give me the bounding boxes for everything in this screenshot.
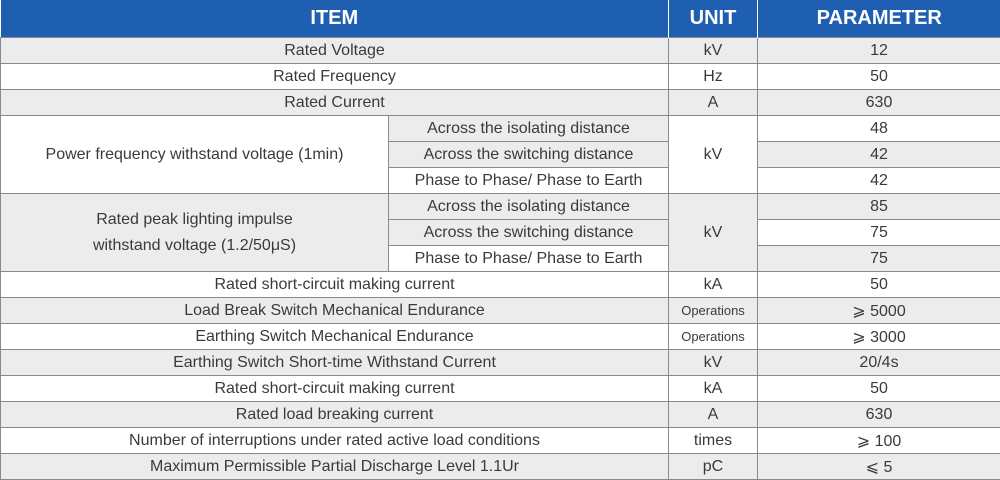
value-cell: 75: [758, 220, 1000, 246]
value-cell: 20/4s: [758, 350, 1000, 376]
unit-cell: Hz: [669, 64, 758, 90]
value-cell: 50: [758, 272, 1000, 298]
table-row: [1, 402, 1000, 428]
item-cell: Number of interruptions under rated active load conditions: [1, 428, 669, 454]
unit-cell: A: [669, 90, 758, 116]
item-cell: Rated load breaking current: [1, 402, 669, 428]
value-cell: ⩾ 5000: [758, 298, 1000, 324]
item-cell: [1, 194, 389, 272]
unit-cell: A: [669, 402, 758, 428]
header-unit: UNIT: [669, 0, 758, 38]
table-row: [1, 350, 1000, 376]
item-cell: Maximum Permissible Partial Discharge Level 1.1Ur: [1, 454, 669, 480]
unit-cell: Operations: [669, 298, 758, 324]
item-cell: Rated Voltage: [1, 38, 669, 64]
unit-cell: kV: [669, 350, 758, 376]
table-row: [1, 324, 1000, 350]
table-row: [1, 272, 1000, 298]
value-cell: 75: [758, 246, 1000, 272]
sub-item-cell: Across the isolating distance: [389, 194, 669, 220]
sub-item-cell: Across the switching distance: [389, 142, 669, 168]
table-row: [1, 298, 1000, 324]
item-cell: Earthing Switch Short-time Withstand Current: [1, 350, 669, 376]
item-cell: Load Break Switch Mechanical Endurance: [1, 298, 669, 324]
value-cell: 630: [758, 90, 1000, 116]
item-cell: Rated Frequency: [1, 64, 669, 90]
value-cell: 50: [758, 64, 1000, 90]
value-cell: 50: [758, 376, 1000, 402]
value-cell: 85: [758, 194, 1000, 220]
item-cell: Rated short-circuit making current: [1, 376, 669, 402]
unit-cell: kA: [669, 376, 758, 402]
item-cell: Rated short-circuit making current: [1, 272, 669, 298]
value-cell: ⩽ 5: [758, 454, 1000, 480]
unit-cell: kV: [669, 194, 758, 272]
value-cell: 12: [758, 38, 1000, 64]
value-cell: 48: [758, 116, 1000, 142]
table-row: [1, 428, 1000, 454]
table-row: [1, 376, 1000, 402]
item-cell: Rated Current: [1, 90, 669, 116]
value-cell: 42: [758, 168, 1000, 194]
item-line: withstand voltage (1.2/50μS): [93, 237, 296, 254]
header-item: ITEM: [1, 0, 669, 38]
sub-item-cell: Across the switching distance: [389, 220, 669, 246]
item-cell: Earthing Switch Mechanical Endurance: [1, 324, 669, 350]
value-cell: 42: [758, 142, 1000, 168]
unit-cell: kV: [669, 38, 758, 64]
value-cell: ⩾ 100: [758, 428, 1000, 454]
table-row: [1, 38, 1000, 64]
unit-cell: kA: [669, 272, 758, 298]
table-row: [1, 116, 1000, 142]
sub-item-cell: Phase to Phase/ Phase to Earth: [389, 168, 669, 194]
table-row: [1, 194, 1000, 220]
unit-cell: times: [669, 428, 758, 454]
value-cell: ⩾ 3000: [758, 324, 1000, 350]
table-row: [1, 64, 1000, 90]
value-cell: 630: [758, 402, 1000, 428]
unit-cell: Operations: [669, 324, 758, 350]
table-row: [1, 454, 1000, 480]
unit-cell: pC: [669, 454, 758, 480]
sub-item-cell: Across the isolating distance: [389, 116, 669, 142]
unit-cell: kV: [669, 116, 758, 194]
table-row: [1, 90, 1000, 116]
item-line: Rated peak lighting impulse: [96, 211, 293, 228]
table-header-row: [1, 0, 1000, 38]
item-cell: Power frequency withstand voltage (1min): [1, 116, 389, 194]
sub-item-cell: Phase to Phase/ Phase to Earth: [389, 246, 669, 272]
header-parameter: PARAMETER: [758, 0, 1000, 38]
